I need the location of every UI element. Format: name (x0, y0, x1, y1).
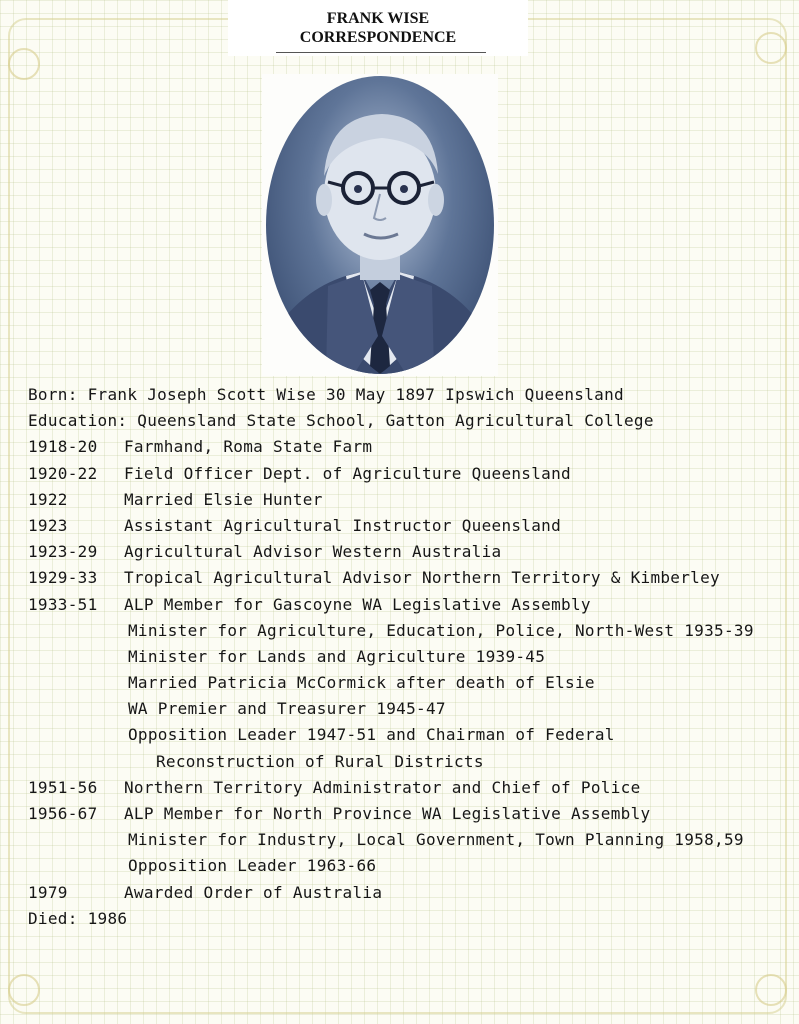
bio-entry-text: Married Patricia McCormick after death of Elsie (128, 673, 595, 693)
bio-entry-text: Farmhand, Roma State Farm (124, 437, 373, 457)
bio-entry (28, 618, 798, 644)
bio-entry (28, 670, 798, 696)
bio-entry-year: 1923 (28, 515, 68, 535)
bio-entry-year: 1922 (28, 489, 68, 509)
bio-entry-year: 1929-33 (28, 568, 98, 588)
bio-entry (28, 513, 798, 539)
header-subtitle: CORRESPONDENCE (299, 29, 457, 46)
bio-entry (28, 722, 798, 748)
bio-entry-text: Northern Territory Administrator and Chief of Police (124, 777, 641, 797)
bio-entry-text: ALP Member for North Province WA Legislative Assembly (124, 804, 651, 823)
bio-entry (28, 775, 798, 801)
corner-flourish-icon (755, 974, 787, 1006)
bio-entry-text: WA Premier and Treasurer 1945-47 (128, 699, 446, 719)
portrait-photo (266, 76, 494, 374)
bio-entry-year: 1956-67 (28, 804, 98, 823)
bio-entry (28, 696, 798, 722)
bio-entry (28, 644, 798, 670)
bio-entry (28, 880, 798, 906)
bio-entry-text: Minister for Agriculture, Education, Police, North-West 1935-39 (128, 620, 754, 640)
bio-entry-text: Died: 1986 (28, 908, 128, 928)
bio-entry (28, 749, 798, 775)
header-underline (276, 52, 486, 53)
bio-entry (28, 801, 798, 827)
bio-entry (28, 539, 798, 565)
bio-entry (28, 408, 798, 434)
bio-entry-year: 1979 (28, 882, 68, 902)
corner-flourish-icon (8, 974, 40, 1006)
header-label (228, 0, 528, 56)
bio-entry (28, 382, 798, 408)
bio-entry-text: Opposition Leader 1947-51 and Chairman of Federal (128, 725, 615, 745)
bio-entry-text: Married Elsie Hunter (124, 489, 323, 509)
corner-flourish-icon (8, 48, 40, 80)
bio-entry-year: 1923-29 (28, 542, 98, 562)
header-title: FRANK WISE (326, 10, 430, 27)
bio-entry-text: Agricultural Advisor Western Australia (124, 542, 502, 562)
bio-entry-text: Reconstruction of Rural Districts (156, 751, 484, 771)
portrait-figure-icon (266, 76, 494, 374)
corner-flourish-icon (755, 32, 787, 64)
bio-entry-year: 1920-22 (28, 463, 98, 483)
bio-entry-text: Minister for Industry, Local Government, Town Planning 1958,59 (128, 830, 744, 850)
bio-entry-text: Born: Frank Joseph Scott Wise 30 May 1897 Ipswich Queensland (28, 385, 624, 404)
biography-notes (28, 382, 798, 932)
bio-entry (28, 827, 798, 853)
bio-entry (28, 434, 798, 460)
bio-entry-text: Minister for Lands and Agriculture 1939-45 (128, 646, 546, 666)
bio-entry-text: Opposition Leader 1963-66 (128, 856, 377, 876)
bio-entry (28, 592, 798, 618)
bio-entry (28, 565, 798, 591)
bio-entry (28, 853, 798, 879)
bio-entry-text: Education: Queensland State School, Gatton Agricultural College (28, 411, 654, 431)
bio-entry (28, 461, 798, 487)
bio-entry (28, 906, 798, 932)
bio-entry-text: ALP Member for Gascoyne WA Legislative Assembly (124, 594, 591, 614)
bio-entry-year: 1918-20 (28, 437, 98, 457)
bio-entry (28, 487, 798, 513)
bio-entry-text: Assistant Agricultural Instructor Queensland (124, 515, 562, 535)
bio-entry-text: Field Officer Dept. of Agriculture Queensland (124, 463, 571, 483)
bio-entry-text: Awarded Order of Australia (124, 882, 383, 902)
bio-entry-year: 1933-51 (28, 594, 98, 614)
bio-entry-year: 1951-56 (28, 777, 98, 797)
bio-entry-text: Tropical Agricultural Advisor Northern Territory & Kimberley (124, 568, 720, 588)
